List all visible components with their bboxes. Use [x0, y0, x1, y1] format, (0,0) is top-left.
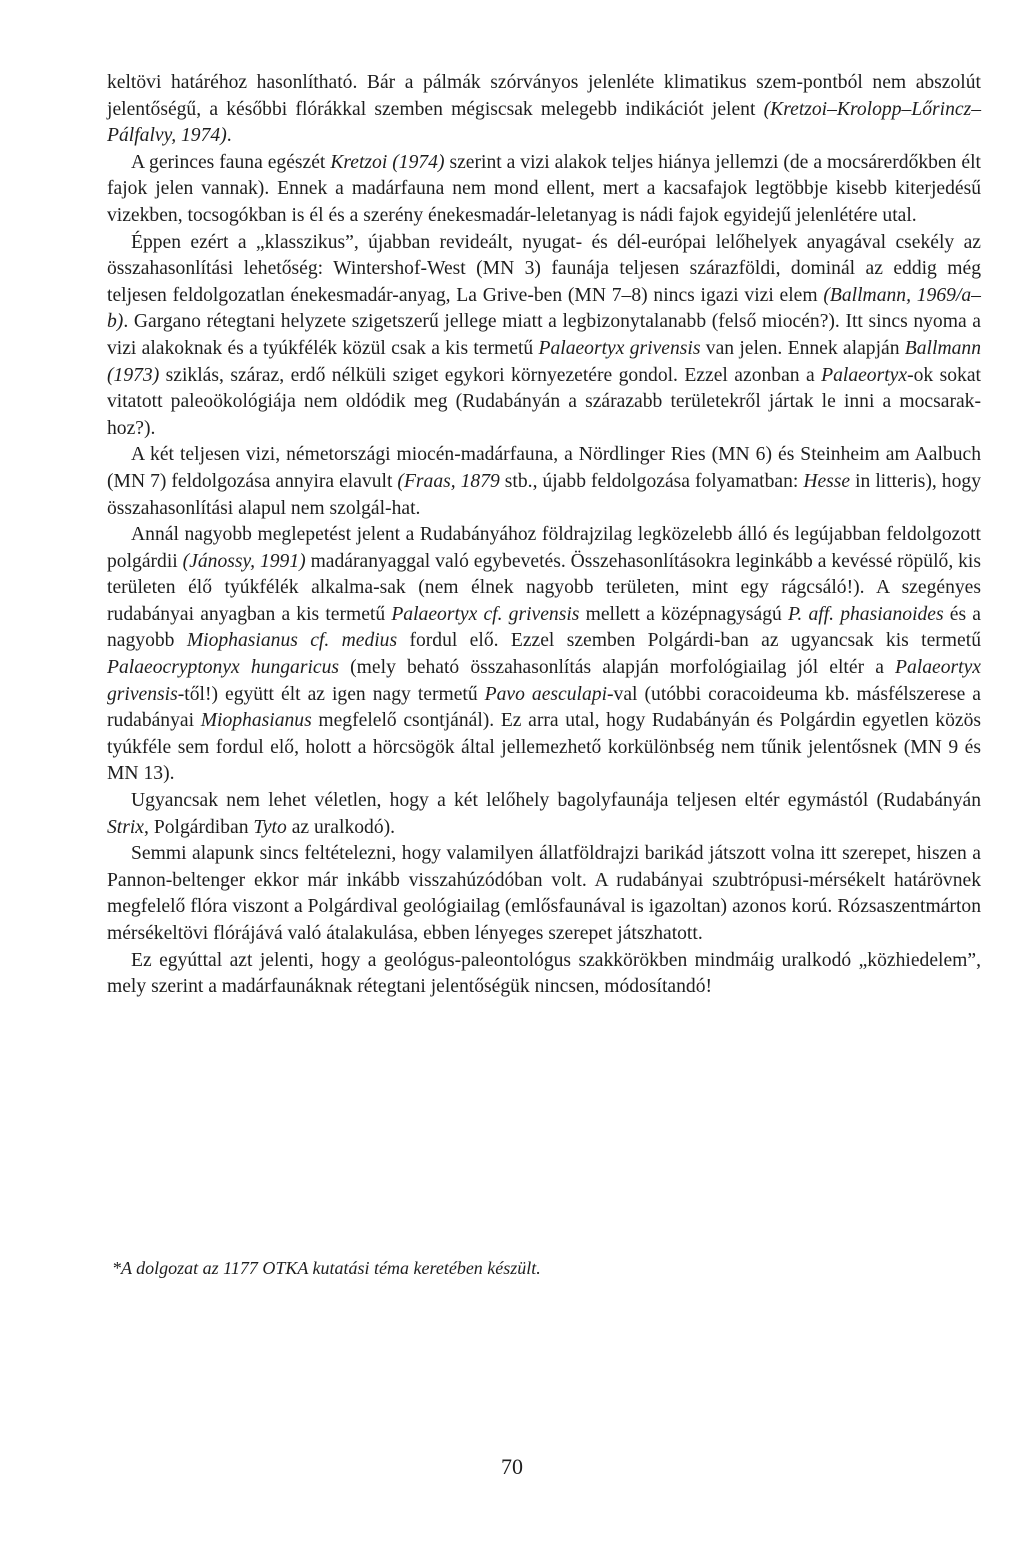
italic-reference: Strix — [107, 816, 145, 838]
text-run: az uralkodó). — [286, 816, 396, 838]
italic-reference: Palaeortyx cf. grivensis — [391, 603, 580, 625]
italic-reference: Pavo aesculapi — [484, 683, 608, 705]
text-run: Éppen ezért a „klasszikus”, újabban revideált, nyugat- és dél-európai lelőhelyek anyagával csekély az összahasonlítási lehetőség: Wintershof-West (MN 3) faunája teljesen szárazföldi, dominál az eddig még teljesen feldolgozatlan énekesmadár-anyag, La Grive-ben (MN 7–8) nincs igazi vizi elem — [107, 231, 981, 306]
text-run: keltövi határéhoz hasonlítható. Bár a pálmák szórványos jelenléte klimatikus szem-pontból nem abszolút jelentőségű, a későbbi flórákkal szemben mégiscsak melegebb indikációt jelent — [107, 72, 981, 120]
text-run: fordul elő. Ezzel szemben Polgárdi-ban az ugyancsak kis termetű — [397, 630, 981, 652]
italic-reference: (Fraas, 1879 — [397, 470, 500, 492]
italic-reference: Kretzoi (1974) — [330, 151, 445, 173]
body-paragraph — [107, 70, 981, 150]
text-run: A két teljesen vizi, németországi miocén-madárfauna, a Nördlinger Ries (MN 6) és Steinheim am Aalbuch (MN 7) feldolgozása annyira elavult — [107, 444, 981, 492]
body-paragraph — [107, 442, 981, 522]
page — [107, 70, 981, 1278]
footnote: *A dolgozat az 1177 OTKA kutatási téma keretében készült. — [112, 1258, 541, 1278]
text-run: madáranyaggal való egybevetés. Összehasonlításokra leginkább a kevéssé röpülő, kis területen élő tyúkfélék alkalma-sak (nem élnek nagyobb területen, mint egy rágcsáló!). A szegényes rudabányai anyagban a kis termetű — [107, 550, 981, 625]
text-run: in litteris), hogy összahasonlítási alapul nem szolgál-hat. — [107, 470, 981, 519]
text-run: sziklás, száraz, erdő nélküli sziget egykori környezetére gondol. Ezzel azonban a — [159, 364, 822, 386]
text-run: . — [226, 125, 232, 147]
body-paragraph — [107, 150, 981, 230]
italic-reference: Hesse — [803, 470, 851, 492]
italic-reference: (Kretzoi–Krolopp–Lőrincz–Pálfalvy, 1974) — [107, 98, 981, 147]
page-number: 70 — [501, 1454, 523, 1479]
italic-reference: Palaeocryptonyx hungaricus — [107, 657, 340, 679]
text-run: szerint a vizi alakok teljes hiánya jellemzi (de a mocsárerdőkben élt fajok jelen vannak). Ennek a madárfauna nem mond ellent, mert a kacsafajok legtöbbje kisebb kiterjedésű vizekben, tocsogókban is él és a szerény énekesmadár-leletanyag is nádi fajok egyidejű jelenlétére utal. — [107, 151, 981, 226]
italic-reference: Tyto — [253, 816, 287, 838]
text-run: -ok sokat vitatott paleoökológiája nem oldódik meg (Rudabányán a szárazabb területekről jártak le inni a mocsarak-hoz?). — [107, 364, 981, 439]
body-paragraph — [107, 522, 981, 788]
text-run: van jelen. Ennek alapján — [700, 337, 905, 359]
text-run: megfelelő csontjánál). Ez arra utal, hogy Rudabányán és Polgárdin egyetlen közös tyúkféle sem fordul elő, holott a hörcsögök által jellemezhető korkülönbség nem tűnik jelentősnek (MN 9 és MN 13). — [107, 710, 981, 785]
article-body — [107, 70, 981, 1001]
body-paragraph — [107, 841, 981, 947]
text-run: . Gargano rétegtani helyzete szigetszerű jellege miatt a legbizonytalanabb (felső miocén?). Itt sincs nyoma a vizi alakoknak és a tyúkfélék közül csak a kis termetű — [107, 311, 981, 359]
text-run: Semmi alapunk sincs feltételezni, hogy valamilyen állatföldrajzi barikád játszott volna itt szerepet, hiszen a Pannon-beltenger ekkor már inkább visszahúzódóban volt. A rudabányai szubtrópusi-mérsékelt határövnek megfelelő flóra viszont a Polgárdival geológiailag (emlősfaunával is igazoltan) azonos korú. Rózsaszentmárton mérsékeltövi flórájává való átalakulása, ebben lényeges szerepet játszhatott. — [107, 843, 981, 944]
italic-reference: (Ballmann, 1969/a–b) — [107, 284, 981, 333]
body-paragraph — [107, 230, 981, 443]
text-run: és a nagyobb — [107, 603, 981, 652]
italic-reference: Miophasianus cf. medius — [186, 630, 398, 652]
italic-reference: Palaeortyx grivensis — [107, 657, 981, 705]
text-run: mellett a középnagyságú — [579, 603, 788, 625]
text-run: (mely beható összahasonlítás alapján morfológiailag jól eltér a — [339, 657, 896, 679]
italic-reference: (Jánossy, 1991) — [182, 550, 306, 572]
italic-reference: Palaeortyx — [821, 364, 908, 386]
text-run: -val (utóbbi coracoideuma kb. másfélszerese a rudabányai — [107, 683, 981, 732]
italic-reference: Miophasianus — [200, 710, 312, 732]
text-run: stb., újabb feldolgozása folyamatban: — [499, 470, 804, 492]
text-run: A gerinces fauna egészét — [131, 151, 331, 173]
body-paragraph — [107, 788, 981, 841]
text-run: Ez egyúttal azt jelenti, hogy a geológus-paleontológus szakkörökben mindmáig uralkodó „közhiedelem”, mely szerint a madárfaunáknak rétegtani jelentőségük nincsen, módosítandó! — [107, 949, 981, 998]
text-run: Annál nagyobb meglepetést jelent a Rudabányához földrajzilag legközelebb álló és legújabban feldolgozott polgárdii — [107, 524, 981, 572]
text-run: , Polgárdiban — [144, 816, 254, 838]
italic-reference: Palaeortyx grivensis — [538, 337, 701, 359]
italic-reference: P. aff. phasianoides — [787, 603, 944, 625]
text-run: -től!) együtt élt az igen nagy termetű — [177, 683, 485, 705]
italic-reference: Ballmann (1973) — [107, 337, 981, 386]
text-run: Ugyancsak nem lehet véletlen, hogy a két lelőhely bagolyfaunája teljesen eltér egymástól (Rudabányán — [131, 790, 981, 812]
body-paragraph — [107, 948, 981, 1001]
